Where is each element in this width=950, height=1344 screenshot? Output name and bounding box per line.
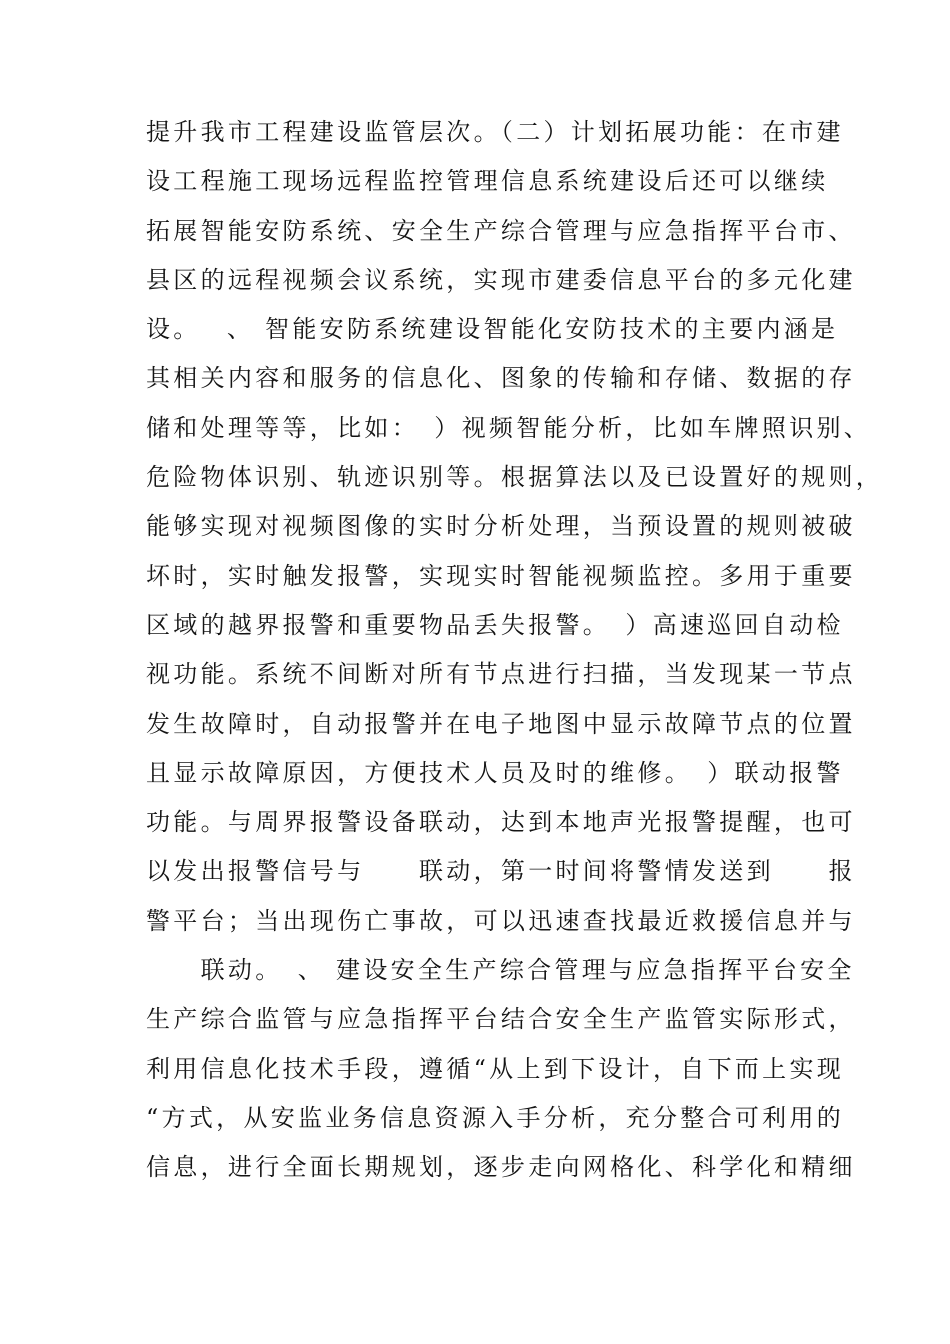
text-line: 设工程施工现场远程监控管理信息系统建设后还可以继续 [146,167,829,196]
text-line: 联动。 、 建设安全生产综合管理与应急指挥平台安全 [146,956,855,985]
text-line: 功能。与周界报警设备联动，达到本地声光报警提醒，也可 [146,808,856,837]
text-line: “方式，从安监业务信息资源入手分析，充分整合可利用的 [146,1103,845,1132]
text-line: 县区的远程视频会议系统，实现市建委信息平台的多元化建 [146,265,856,294]
text-line: 危险物体识别、轨迹识别等。根据算法以及已设置好的规则， [146,463,884,492]
text-line: 警平台；当出现伤亡事故，可以迅速查找最近救援信息并与 [146,906,856,935]
text-line: 坏时，实时触发报警，实现实时智能视频监控。多用于重要 [146,561,856,590]
text-line: 利用信息化技术手段，遵循“从上到下设计，自下而上实现 [146,1054,845,1083]
text-line: 提升我市工程建设监管层次。（二）计划拓展功能：在市建 [146,118,844,146]
text-line: 且显示故障原因，方便技术人员及时的维修。 ）联动报警 [146,758,844,787]
text-line: 视功能。系统不间断对所有节点进行扫描，当发现某一节点 [146,660,856,689]
text-line: 发生故障时，自动报警并在电子地图中显示故障节点的位置 [146,709,856,738]
text-line: 生产综合监管与应急指挥平台结合安全生产监管实际形式， [146,1005,856,1034]
text-line: 信息，进行全面长期规划，逐步走向网格化、科学化和精细 [146,1153,856,1182]
text-line: 区域的越界报警和重要物品丢失报警。 ）高速巡回自动检 [146,610,844,639]
text-line: 储和处理等等，比如： ）视频智能分析，比如车牌照识别、 [146,413,872,442]
text-line: 能够实现对视频图像的实时分析处理，当预设置的规则被破 [146,512,856,541]
text-line: 设。 、 智能安防系统建设智能化安防技术的主要内涵是 [146,315,839,344]
text-line: 其相关内容和服务的信息化、图象的传输和存储、数据的存 [146,364,856,393]
text-line: 拓展智能安防系统、安全生产综合管理与应急指挥平台市、 [146,216,856,245]
body-text [146,108,884,1193]
text-line: 以发出报警信号与 联动，第一时间将警情发送到 报 [146,857,856,886]
